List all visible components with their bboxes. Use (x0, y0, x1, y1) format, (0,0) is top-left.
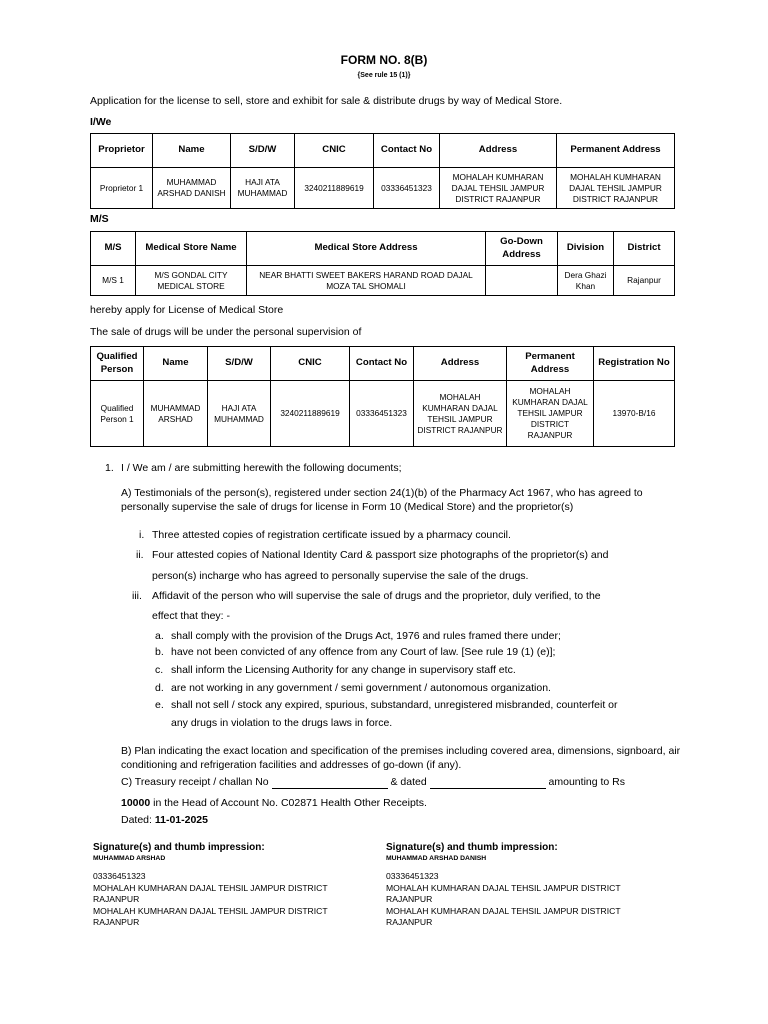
table-row (91, 168, 675, 209)
paragraph-c (121, 775, 681, 789)
form-subtitle: {See rule 15 (1)} (357, 72, 411, 79)
col-header: S/D/W (231, 134, 295, 168)
iwe-label: I/We (90, 116, 112, 128)
amount-label: amounting to Rs (548, 776, 626, 788)
signatory-address-1: MOHALAH KUMHARAN DAJAL TEHSIL JAMPUR DISTRICT (386, 882, 621, 893)
challan-label: C) Treasury receipt / challan No (121, 776, 269, 788)
col-header: Division (558, 232, 614, 266)
roman-iii-text: Affidavit of the person who will supervise the sale of drugs and the proprietor, duly verified, to the (152, 590, 601, 602)
signatory-address-2-line-2: RAJANPUR (386, 917, 433, 927)
cell-address: MOHALAH KUMHARAN DAJAL TEHSIL JAMPUR DISTRICT RAJANPUR (414, 381, 507, 447)
intro-text: Application for the license to sell, store and exhibit for sale & distribute drugs by way of Medical Store. (90, 95, 563, 107)
signatory-name: MUHAMMAD ARSHAD (93, 855, 166, 862)
dated-label: Dated: (121, 814, 152, 826)
col-header: Permanent Address (507, 347, 594, 381)
supervision-text: The sale of drugs will be under the personal supervision of (90, 326, 362, 338)
col-header: Proprietor (91, 134, 153, 168)
signatory-address-2: MOHALAH KUMHARAN DAJAL TEHSIL JAMPUR DISTRICT (386, 905, 621, 916)
alpha-b-letter: b. (155, 646, 164, 658)
table-row (91, 381, 675, 447)
cell-cnic: 3240211889619 (295, 168, 374, 209)
alpha-d-text: are not working in any government / semi government / autonomous organization. (171, 682, 551, 694)
cell-store-address: NEAR BHATTI SWEET BAKERS HARAND ROAD DAJAL MOZA TAL SHOMALI (247, 266, 486, 296)
amount-value: 10000 (121, 797, 151, 809)
dated-label: & dated (390, 776, 427, 788)
item-1-number: 1. (105, 462, 114, 474)
alpha-e-continuation: any drugs in violation to the drugs laws in force. (171, 717, 393, 729)
challan-date-field[interactable] (430, 778, 546, 789)
alpha-c-letter: c. (155, 664, 164, 676)
medical-store-table (90, 231, 675, 296)
alpha-e-text: shall not sell / stock any expired, spurious, substandard, unregistered misbranded, counterfeit or (171, 699, 618, 711)
alpha-a-letter: a. (155, 630, 164, 642)
cell-cnic: 3240211889619 (271, 381, 350, 447)
signature-block-2 (386, 841, 666, 929)
cell-name: MUHAMMAD ARSHAD DANISH (153, 168, 231, 209)
col-header: S/D/W (208, 347, 271, 381)
cell-permanent-address: MOHALAH KUMHARAN DAJAL TEHSIL JAMPUR DISTRICT RAJANPUR (507, 381, 594, 447)
cell-contact: 03336451323 (350, 381, 414, 447)
roman-ii-number: ii. (136, 549, 144, 561)
cell-registration: 13970-B/16 (594, 381, 675, 447)
dated-value: 11-01-2025 (154, 814, 208, 826)
signature-heading: Signature(s) and thumb impression: (386, 842, 558, 853)
challan-number-field[interactable] (272, 778, 388, 789)
cell-contact: 03336451323 (374, 168, 440, 209)
cell-store-name: M/S GONDAL CITY MEDICAL STORE (136, 266, 247, 296)
cell-godown (486, 266, 558, 296)
alpha-d-letter: d. (155, 682, 164, 694)
cell-sdw: HAJI ATA MUHAMMAD (231, 168, 295, 209)
form-title: FORM NO. 8(B) (340, 53, 428, 67)
item-1-text: I / We am / are submitting herewith the following documents; (121, 462, 402, 474)
roman-ii-text: Four attested copies of National Identity Card & passport size photographs of the proprietor(s) and (152, 549, 609, 561)
table-row (91, 266, 675, 296)
signatory-phone: 03336451323 (386, 871, 439, 881)
col-header: M/S (91, 232, 136, 266)
col-header: CNIC (295, 134, 374, 168)
alpha-c-text: shall inform the Licensing Authority for any change in supervisory staff etc. (171, 664, 516, 676)
cell-permanent-address: MOHALAH KUMHARAN DAJAL TEHSIL JAMPUR DISTRICT RAJANPUR (557, 168, 675, 209)
alpha-b-text: have not been convicted of any offence from any Court of law. [See rule 19 (1) (e)]; (171, 646, 556, 658)
dated-line (121, 813, 208, 827)
cell-district: Rajanpur (614, 266, 675, 296)
cell-proprietor: Proprietor 1 (91, 168, 153, 209)
col-header: Medical Store Name (136, 232, 247, 266)
roman-iii-continuation: effect that they: - (152, 610, 231, 622)
cell-division: Dera Ghazi Khan (558, 266, 614, 296)
col-header: Medical Store Address (247, 232, 486, 266)
col-header: Registration No (594, 347, 675, 381)
cell-sdw: HAJI ATA MUHAMMAD (208, 381, 271, 447)
alpha-a-text: shall comply with the provision of the Drugs Act, 1976 and rules framed there under; (171, 630, 561, 642)
ms-label: M/S (90, 213, 109, 225)
roman-ii-continuation: person(s) incharge who has agreed to personally supervise the sale of the drugs. (152, 570, 529, 582)
signatory-address-1: MOHALAH KUMHARAN DAJAL TEHSIL JAMPUR DISTRICT (93, 882, 328, 893)
cell-qualified-person: Qualified Person 1 (91, 381, 144, 447)
signatory-address-2-line-2: RAJANPUR (93, 917, 140, 927)
amount-line (121, 796, 427, 810)
cell-name: MUHAMMAD ARSHAD (144, 381, 208, 447)
signatory-address-2: MOHALAH KUMHARAN DAJAL TEHSIL JAMPUR DISTRICT (93, 905, 328, 916)
cell-address: MOHALAH KUMHARAN DAJAL TEHSIL JAMPUR DISTRICT RAJANPUR (440, 168, 557, 209)
col-header: District (614, 232, 675, 266)
signatory-name: MUHAMMAD ARSHAD DANISH (386, 855, 487, 862)
roman-i-number: i. (139, 529, 145, 541)
hereby-text: hereby apply for License of Medical Store (90, 304, 284, 316)
paragraph-a: A) Testimonials of the person(s), registered under section 24(1)(b) of the Pharmacy Act 1967, who has agreed to personally supervise the sale of drugs for license in Form 10 (Medical Store) and the proprietor(s) (121, 487, 643, 513)
col-header: Contact No (350, 347, 414, 381)
col-header: Address (414, 347, 507, 381)
col-header: Address (440, 134, 557, 168)
roman-iii-number: iii. (132, 590, 142, 602)
col-header: Name (153, 134, 231, 168)
signatory-address-1-line-2: RAJANPUR (386, 894, 433, 904)
signatory-address-1-line-2: RAJANPUR (93, 894, 140, 904)
paragraph-b: B) Plan indicating the exact location and specification of the premises including covered area, dimensions, signboard, air conditioning and refrigeration facilities and addresses of go-down (if any). (121, 745, 681, 771)
col-header: CNIC (271, 347, 350, 381)
head-of-account-text: in the Head of Account No. C02871 Health Other Receipts. (153, 797, 427, 809)
col-header: Permanent Address (557, 134, 675, 168)
signatory-phone: 03336451323 (93, 871, 146, 881)
col-header: Qualified Person (91, 347, 144, 381)
proprietor-table (90, 133, 675, 209)
col-header: Contact No (374, 134, 440, 168)
roman-i-text: Three attested copies of registration certificate issued by a pharmacy council. (152, 529, 511, 541)
cell-ms: M/S 1 (91, 266, 136, 296)
qualified-person-table (90, 346, 675, 447)
signature-heading: Signature(s) and thumb impression: (93, 842, 265, 853)
col-header: Name (144, 347, 208, 381)
col-header: Go-Down Address (486, 232, 558, 266)
signature-block-1 (93, 841, 373, 929)
alpha-e-letter: e. (155, 699, 164, 711)
